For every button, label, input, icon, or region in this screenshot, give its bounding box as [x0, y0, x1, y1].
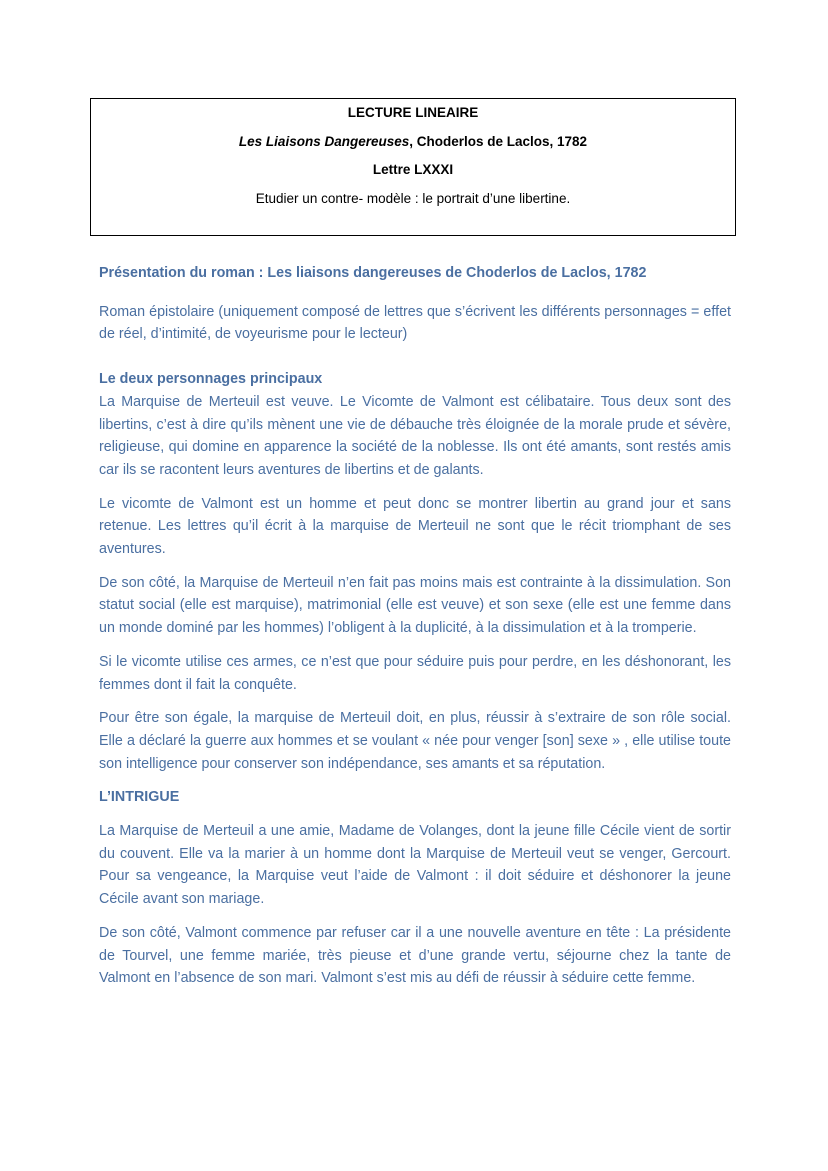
work-title-italic: Les Liaisons Dangereuses [238, 133, 410, 149]
letter-number: Lettre LXXXI [372, 162, 454, 177]
characters-paragraph: Pour être son égale, la marquise de Merteuil doit, en plus, réussir à s’extraire de son rôle social. Elle a déclaré la guerre aux hommes et se voulant « née pour venger [son] sexe » , elle utilise toute son intelligence pour conserver son indépendance, ses amants et sa réputation. [99, 710, 731, 772]
characters-paragraph: La Marquise de Merteuil est veuve. Le Vicomte de Valmont est célibataire. Tous deux sont des libertins, c’est à dire qu’ils mènent une vie de débauche très éloignée de la morale prude et sévère, religieuse, qui domine en apparence la société de la noblesse. Ils ont été amants, sont restés amis car ils se racontent leurs aventures de libertins et de galants. [99, 393, 731, 478]
characters-paragraph: Si le vicomte utilise ces armes, ce n’est que pour séduire puis pour perdre, en les déshonorant, les femmes dont il fait la conquête. [99, 653, 731, 693]
characters-paragraph: De son côté, la Marquise de Merteuil n’en fait pas moins mais est contrainte à la dissimulation. Son statut social (elle est marquise), matrimonial (elle est veuve) et son sexe (elle est une femme dans un monde dominé par les hommes) l’obligent à la duplicité, à la dissimulation et à la tromperie. [99, 574, 731, 637]
intrigue-heading: L’INTRIGUE [99, 789, 180, 806]
document-body [99, 262, 731, 1001]
intrigue-paragraph: La Marquise de Merteuil a une amie, Madame de Volanges, dont la jeune fille Cécile vient de sortir du couvent. Elle va la marier à un homme dont la Marquise de Merteuil veut se venger, Gercourt. Pour sa vengeance, la Marquise veut l’aide de Valmont : il doit séduire et déshonorer la jeune Cécile avant son mariage. [99, 823, 731, 908]
presentation-intro: Roman épistolaire (uniquement composé de lettres que s’écrivent les différents personnages = effet de réel, d’intimité, de voyeurisme pour le lecteur) [99, 303, 731, 343]
presentation-heading: Présentation du roman : Les liaisons dangereuses de Choderlos de Laclos, 1782 [99, 265, 647, 281]
study-subtitle: Etudier un contre- modèle : le portrait d’une libertine. [255, 190, 571, 206]
doc-type-title: LECTURE LINEAIRE [347, 105, 479, 120]
work-title-author: , Choderlos de Laclos, 1782 [409, 133, 588, 149]
characters-paragraph: Le vicomte de Valmont est un homme et peut donc se montrer libertin au grand jour et sans retenue. Les lettres qu’il écrit à la marquise de Merteuil ne sont que le récit triomphant de ses aventures. [99, 495, 731, 558]
work-title [91, 128, 735, 157]
intrigue-paragraph: De son côté, Valmont commence par refuser car il a une nouvelle aventure en tête : La présidente de Tourvel, une femme mariée, très pieuse et d’une grande vertu, séjourne chez la tante de Valmont en l’absence de son mari. Valmont s’est mis au défi de réussir à séduire cette femme. [99, 924, 731, 987]
title-box [90, 98, 736, 236]
characters-heading: Le deux personnages principaux [99, 371, 323, 388]
